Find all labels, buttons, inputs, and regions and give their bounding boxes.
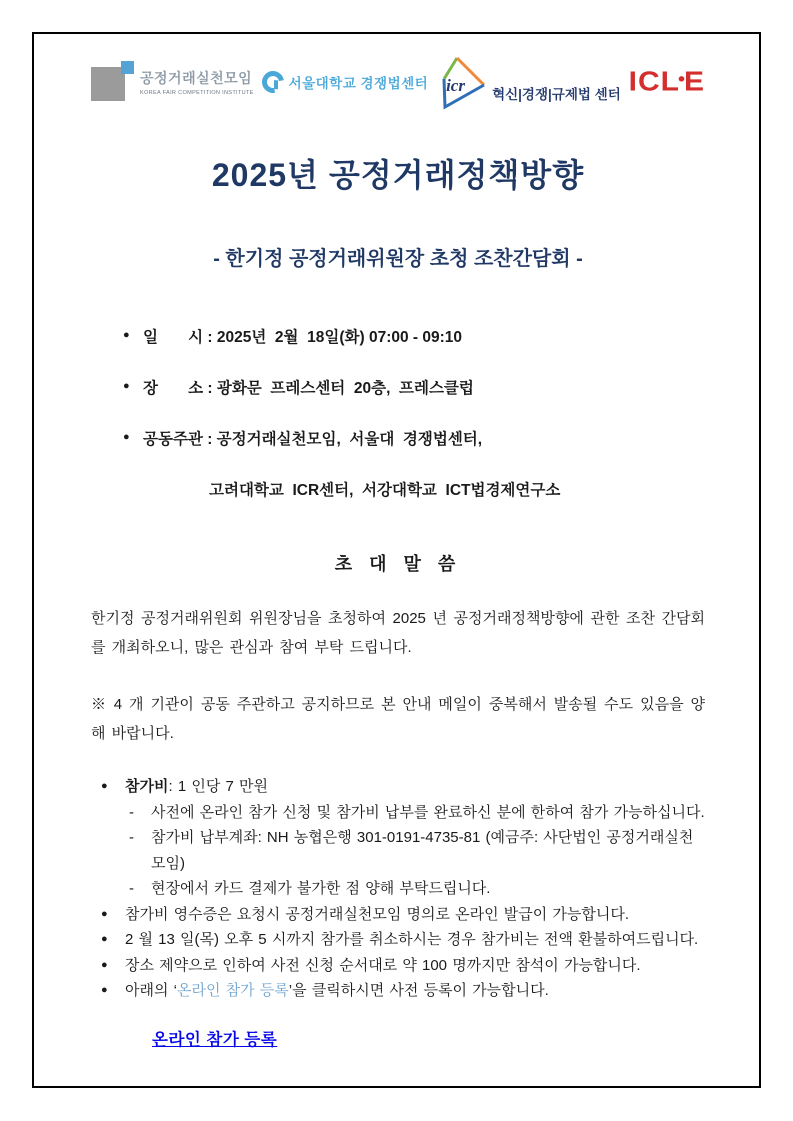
capacity-bullet — [101, 953, 705, 979]
bullet-icon: ● — [123, 329, 130, 341]
event-info — [91, 325, 705, 500]
logo-row — [91, 52, 705, 112]
event-location-text: 장 소 : 광화문 프레스센터 20층, 프레스클럽 — [143, 380, 474, 397]
icr-logo-label: 혁신|경쟁|규제법 센터 — [492, 87, 621, 102]
snu-logo-label: 서울대학교 경쟁법센터 — [288, 76, 429, 91]
snu-logo-icon — [257, 67, 288, 98]
event-datetime — [123, 325, 705, 347]
icr-triangle-icon — [436, 54, 488, 110]
fee-sub-text: 참가비 납부계좌: NH 농협은행 301-0191-4735-81 (예금주: 사단법인 공정거래실천모임) — [151, 829, 694, 872]
fee-sub-item — [101, 876, 705, 902]
bullet-icon: ● — [123, 380, 130, 392]
icr-center-logo — [436, 54, 621, 110]
refund-bullet — [101, 927, 705, 953]
bullet-icon: ● — [101, 933, 108, 945]
fee-amount: : 1 인당 7 만원 — [168, 778, 268, 795]
dash-icon: - — [129, 880, 134, 897]
event-location — [123, 376, 705, 398]
document-title: 2025년 공정거래정책방향 — [211, 157, 585, 193]
receipt-text: 참가비 영수증은 요청시 공정거래실천모임 명의로 온라인 발급이 가능합니다. — [125, 905, 630, 923]
fee-sub-item — [101, 825, 705, 876]
bullet-icon: ● — [101, 984, 108, 996]
dash-icon: - — [129, 829, 134, 846]
document-subtitle: - 한기정 공정거래위원장 초청 조찬간담회 - — [213, 248, 583, 270]
bullet-icon: ● — [123, 431, 130, 443]
event-cohosts-text: 공동주관 : 공정거래실천모임, 서울대 경쟁법센터, — [143, 431, 483, 448]
register-instruction-prefix: 아래의 ‘ — [125, 982, 177, 999]
fee-label: 참가비 — [125, 778, 169, 795]
kfci-english-name: KOREA FAIR COMPETITION INSTITUTE — [140, 90, 254, 96]
event-datetime-text: 일 시 : 2025년 2월 18일(화) 07:00 - 09:10 — [143, 329, 463, 346]
kfci-korean-name: 공정거래실천모임 — [140, 70, 253, 86]
refund-text: 2 월 13 일(목) 오후 5 시까지 참가를 취소하시는 경우 참가비는 전액 환불하여드립니다. — [125, 931, 699, 948]
bullet-icon: ● — [101, 780, 108, 792]
document-page — [32, 32, 761, 1088]
dash-icon: - — [129, 803, 134, 821]
invitation-paragraph: 한기정 공정거래위원회 위원장님을 초청하여 2025 년 공정거래정책방향에 관한 조찬 간담회를 개최하오니, 많은 관심과 참여 부탁 드립니다. — [91, 610, 705, 656]
receipt-bullet — [101, 902, 705, 928]
icle-logo-text: ICL•E — [628, 66, 705, 97]
kfci-logo — [91, 61, 254, 103]
event-cohosts-continued: 고려대학교 ICR센터, 서강대학교 ICT법경제연구소 — [209, 482, 561, 499]
register-inline-link[interactable]: 온라인 참가 등록 — [176, 982, 289, 999]
capacity-text: 장소 제약으로 인하여 사전 신청 순서대로 약 100 명까지만 참석이 가능합니다. — [125, 956, 641, 974]
icle-logo — [629, 65, 705, 99]
fee-sub-item — [101, 800, 705, 826]
bullet-icon: ● — [101, 907, 108, 920]
event-cohosts — [123, 427, 705, 449]
bullet-icon: ● — [101, 958, 108, 971]
fee-bullet — [101, 774, 705, 800]
register-instruction-suffix: ’을 클릭하시면 사전 등록이 가능합니다. — [288, 982, 549, 999]
notes-section — [91, 774, 705, 1004]
icr-acronym: icr — [446, 76, 465, 95]
snu-competition-law-center-logo — [262, 71, 429, 93]
fee-sub-text: 현장에서 카드 결제가 불가한 점 양해 부탁드립니다. — [151, 880, 491, 897]
online-registration-link[interactable]: 온라인 참가 등록 — [152, 1030, 278, 1049]
register-instruction-bullet — [101, 978, 705, 1004]
kfci-logo-icon — [91, 61, 133, 103]
fee-sub-text: 사전에 온라인 참가 신청 및 참가비 납부를 완료하신 분에 한하여 참가 가능하십니다. — [151, 803, 705, 821]
invitation-heading: 초 대 말 씀 — [334, 554, 462, 574]
duplicate-mail-notice: ※ 4 개 기관이 공동 주관하고 공지하므로 본 안내 메일이 중복해서 발송될 수도 있음을 양해 바랍니다. — [91, 696, 705, 742]
